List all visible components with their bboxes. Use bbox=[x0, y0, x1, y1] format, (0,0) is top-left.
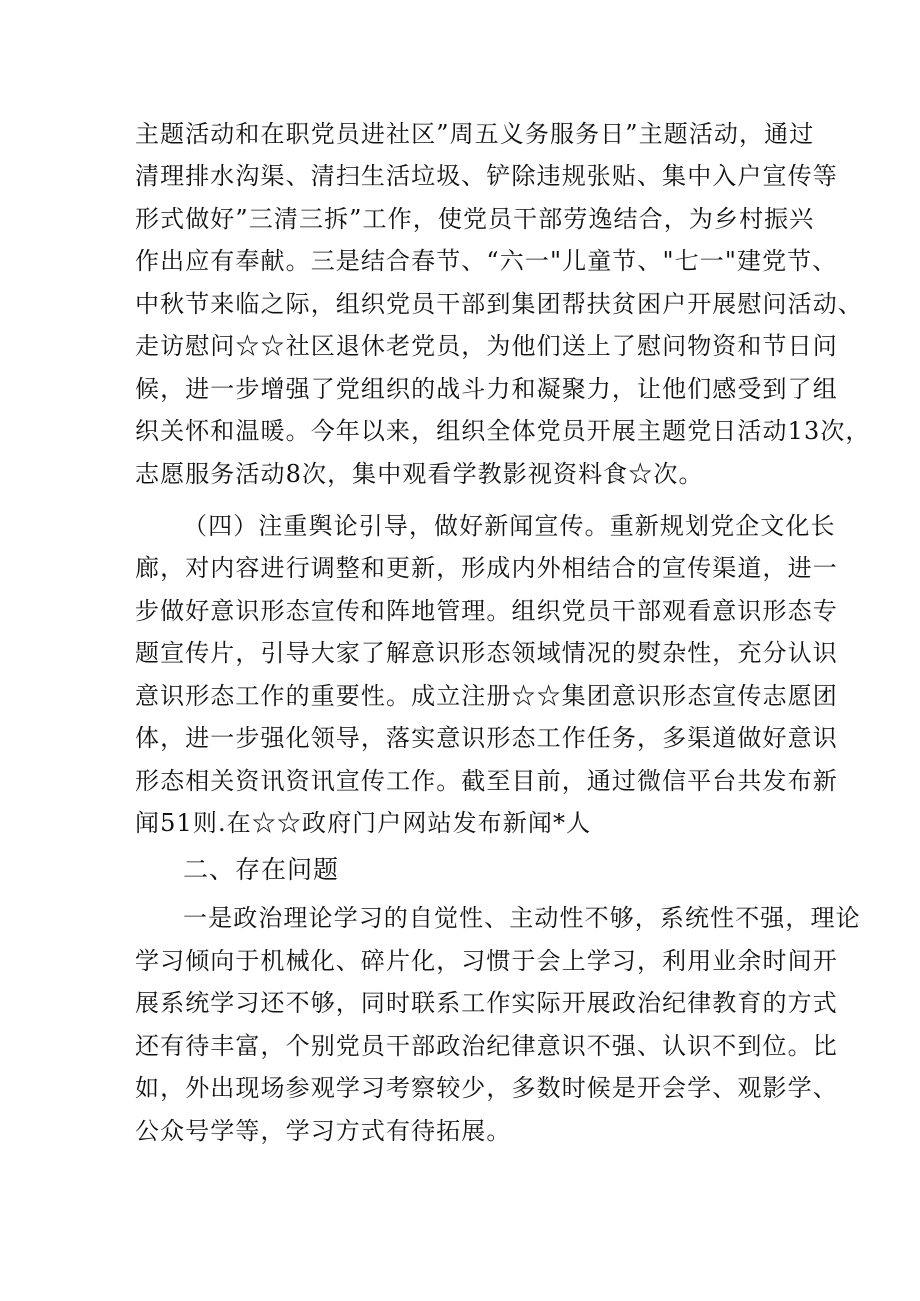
text-line: 体，进一步强化领导，落实意识形态工作任务，多渠道做好意识 bbox=[135, 724, 838, 752]
text-line: 意识形态工作的重要性。成立注册☆☆集团意识形态宣传志愿团 bbox=[135, 682, 838, 710]
text-line: 走访慰问☆☆社区退休老党员，为他们送上了慰问物资和节日问 bbox=[135, 332, 838, 360]
section-heading: 二、存在问题 bbox=[183, 855, 340, 884]
paragraph-first-line: 一是政治理论学习的自觉性、主动性不够，系统性不强，理论 bbox=[183, 904, 861, 932]
text-line: 中秋节来临之际，组织党员干部到集团帮扶贫困户开展慰问活动、 bbox=[135, 290, 863, 318]
text-line: 题宣传片，引导大家了解意识形态领域情况的熨杂性，充分认识 bbox=[135, 639, 838, 667]
text-line: 闻51则.在☆☆政府门户网站发布新闻*人 bbox=[135, 809, 592, 837]
text-line: 廊，对内容进行调整和更新，形成内外相结合的宣传渠道，进一 bbox=[135, 554, 838, 582]
text-line: 志愿服务活动8次，集中观看学教影视资料食☆次。 bbox=[135, 460, 704, 488]
text-line: 作出应有奉献。三是结合春节、“六一"儿童节、"七一"建党节、 bbox=[135, 247, 838, 275]
text-line: 学习倾向于机械化、碎片化，习惯于会上学习，利用业余时间开 bbox=[135, 947, 838, 975]
paragraph-first-line: （四）注重舆论引导，做好新闻宣传。重新规划党企文化长 bbox=[183, 512, 836, 540]
text-line: 清理排水沟渠、清扫生活垃圾、铲除违规张贴、集中入户宣传等 bbox=[135, 162, 838, 190]
text-line: 公众号学等，学习方式有待拓展。 bbox=[135, 1117, 512, 1145]
text-line: 步做好意识形态宣传和阵地管理。组织党员干部观看意识形态专 bbox=[135, 597, 838, 625]
text-line: 织关怀和温暖。今年以来，组织全体党员开展主题党日活动13次， bbox=[135, 417, 871, 445]
text-line: 候，进一步增强了党组织的战斗力和凝聚力，让他们感受到了组 bbox=[135, 375, 838, 403]
text-line: 形式做好”三清三拆”工作，使党员干部劳逸结合，为乡村振兴 bbox=[135, 205, 815, 233]
text-line: 主题活动和在职党员进社区”周五义务服务日”主题活动，通过 bbox=[135, 120, 815, 148]
text-line: 还有待丰富，个别党员干部政治纪律意识不强、认识不到位。比 bbox=[135, 1032, 838, 1060]
text-line: 形态相关资讯资讯宣传工作。截至目前，通过微信平台共发布新 bbox=[135, 767, 838, 795]
text-line: 展系统学习还不够，同时联系工作实际开展政治纪律教育的方式 bbox=[135, 989, 838, 1017]
text-line: 如，外出现场参观学习考察较少，多数时候是开会学、观影学、 bbox=[135, 1074, 838, 1102]
